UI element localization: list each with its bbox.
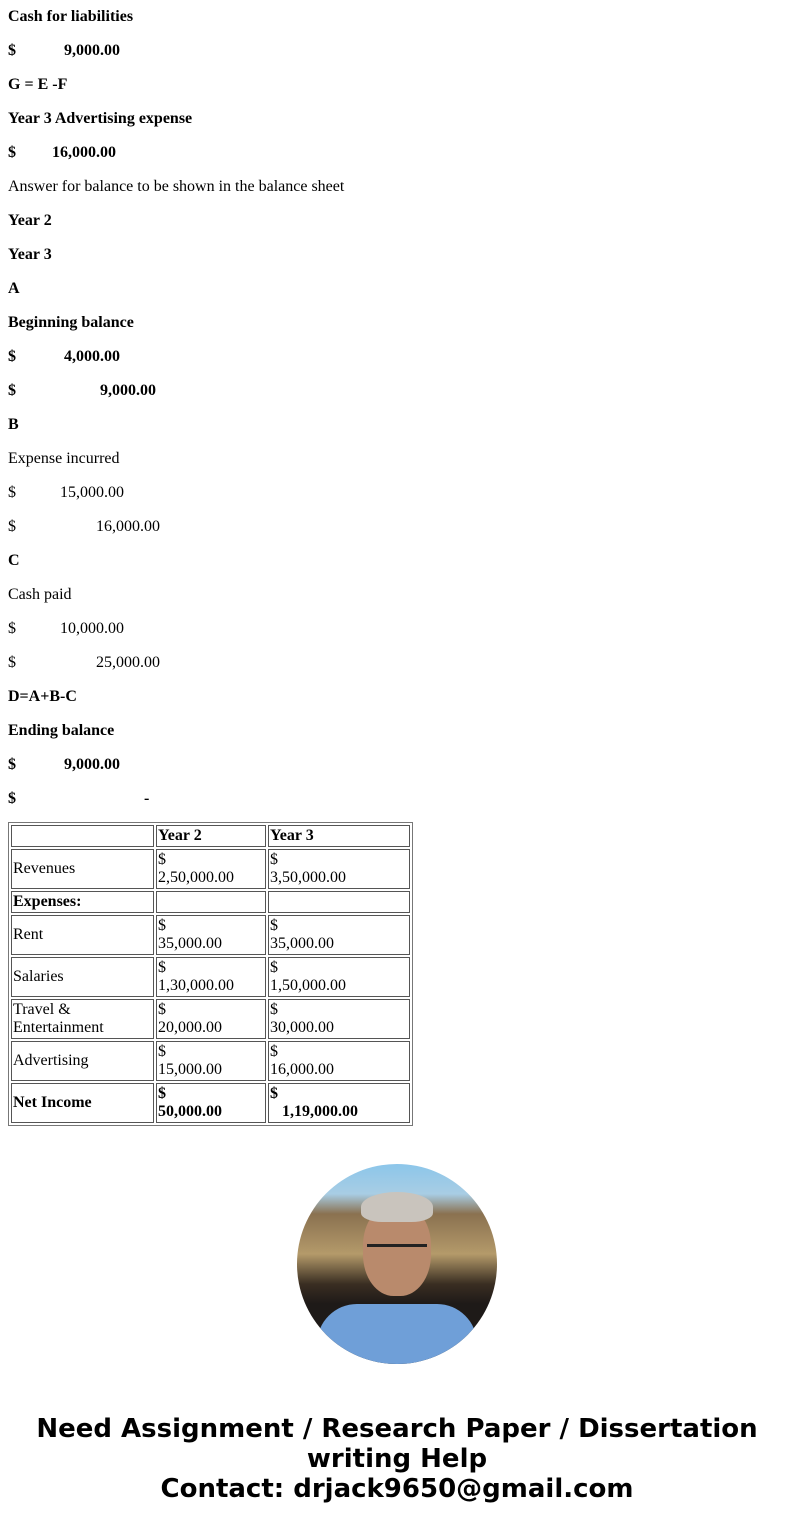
- text-line: $ 16,000.00: [8, 144, 116, 161]
- header-cell: Year 3: [268, 825, 410, 847]
- table-cell-y3: $ 35,000.00: [268, 915, 410, 955]
- photo-hair: [361, 1192, 433, 1222]
- table-cell-y2: $ 15,000.00: [156, 1041, 266, 1081]
- table-cell-label: Revenues: [11, 849, 154, 889]
- text-line: Expense incurred: [8, 450, 120, 467]
- text-line: $ 4,000.00: [8, 348, 120, 365]
- table-cell-label: Travel & Entertainment: [11, 999, 154, 1039]
- photo-glasses: [367, 1244, 427, 1261]
- text-line: Year 3: [8, 246, 52, 263]
- author-photo: [297, 1164, 497, 1364]
- table-cell-y3: $ 16,000.00: [268, 1041, 410, 1081]
- table-row: [11, 849, 410, 889]
- table-cell-y3: $ 1,50,000.00: [268, 957, 410, 997]
- table-cell-y3: [268, 891, 410, 913]
- text-line: $ 9,000.00: [8, 42, 120, 59]
- text-line: D=A+B-C: [8, 688, 77, 705]
- table-cell-label: Rent: [11, 915, 154, 955]
- text-line: Beginning balance: [8, 314, 134, 331]
- table-row: [11, 1041, 410, 1081]
- contact-footer: [8, 1414, 786, 1504]
- text-line: Year 2: [8, 212, 52, 229]
- text-line: $ 10,000.00: [8, 620, 124, 637]
- text-line: $ 16,000.00: [8, 518, 160, 535]
- table-row: [11, 1083, 410, 1123]
- table-cell-y2: $ 2,50,000.00: [156, 849, 266, 889]
- table-cell-y2: $ 20,000.00: [156, 999, 266, 1039]
- table-cell-y3: $ 3,50,000.00: [268, 849, 410, 889]
- income-statement-table: [8, 822, 413, 1126]
- table-cell-y2: $ 50,000.00: [156, 1083, 266, 1123]
- table-cell-y2: $ 35,000.00: [156, 915, 266, 955]
- table-row: [11, 915, 410, 955]
- text-line: $ 25,000.00: [8, 654, 160, 671]
- text-line: G = E -F: [8, 76, 68, 93]
- table-header-row: [11, 825, 410, 847]
- table-cell-label: Advertising: [11, 1041, 154, 1081]
- table-row: [11, 891, 410, 913]
- text-line: Ending balance: [8, 722, 115, 739]
- text-line: $ 15,000.00: [8, 484, 124, 501]
- text-line: C: [8, 552, 20, 569]
- header-cell: [11, 825, 154, 847]
- footer-headline: Need Assignment / Research Paper / Dissertation writing Help: [36, 1414, 758, 1474]
- text-line: $ 9,000.00: [8, 382, 156, 399]
- table-cell-y2: $ 1,30,000.00: [156, 957, 266, 997]
- text-line: Answer for balance to be shown in the balance sheet: [8, 178, 345, 195]
- text-line: Cash paid: [8, 586, 72, 603]
- photo-shirt: [317, 1304, 477, 1364]
- footer-contact: Contact: drjack9650@gmail.com: [160, 1474, 634, 1504]
- table-cell-y3: $ 1,19,000.00: [268, 1083, 410, 1123]
- table-row: [11, 957, 410, 997]
- table-cell-y2: [156, 891, 266, 913]
- answer-text: [8, 8, 786, 808]
- text-line: A: [8, 280, 20, 297]
- text-line: $ -: [8, 790, 150, 807]
- table-cell-y3: $ 30,000.00: [268, 999, 410, 1039]
- table-cell-label: Expenses:: [11, 891, 154, 913]
- text-line: Cash for liabilities: [8, 8, 134, 25]
- table-cell-label: Net Income: [11, 1083, 154, 1123]
- text-line: Year 3 Advertising expense: [8, 110, 193, 127]
- text-line: B: [8, 416, 19, 433]
- text-line: $ 9,000.00: [8, 756, 120, 773]
- table-row: [11, 999, 410, 1039]
- table-cell-label: Salaries: [11, 957, 154, 997]
- header-cell: Year 2: [156, 825, 266, 847]
